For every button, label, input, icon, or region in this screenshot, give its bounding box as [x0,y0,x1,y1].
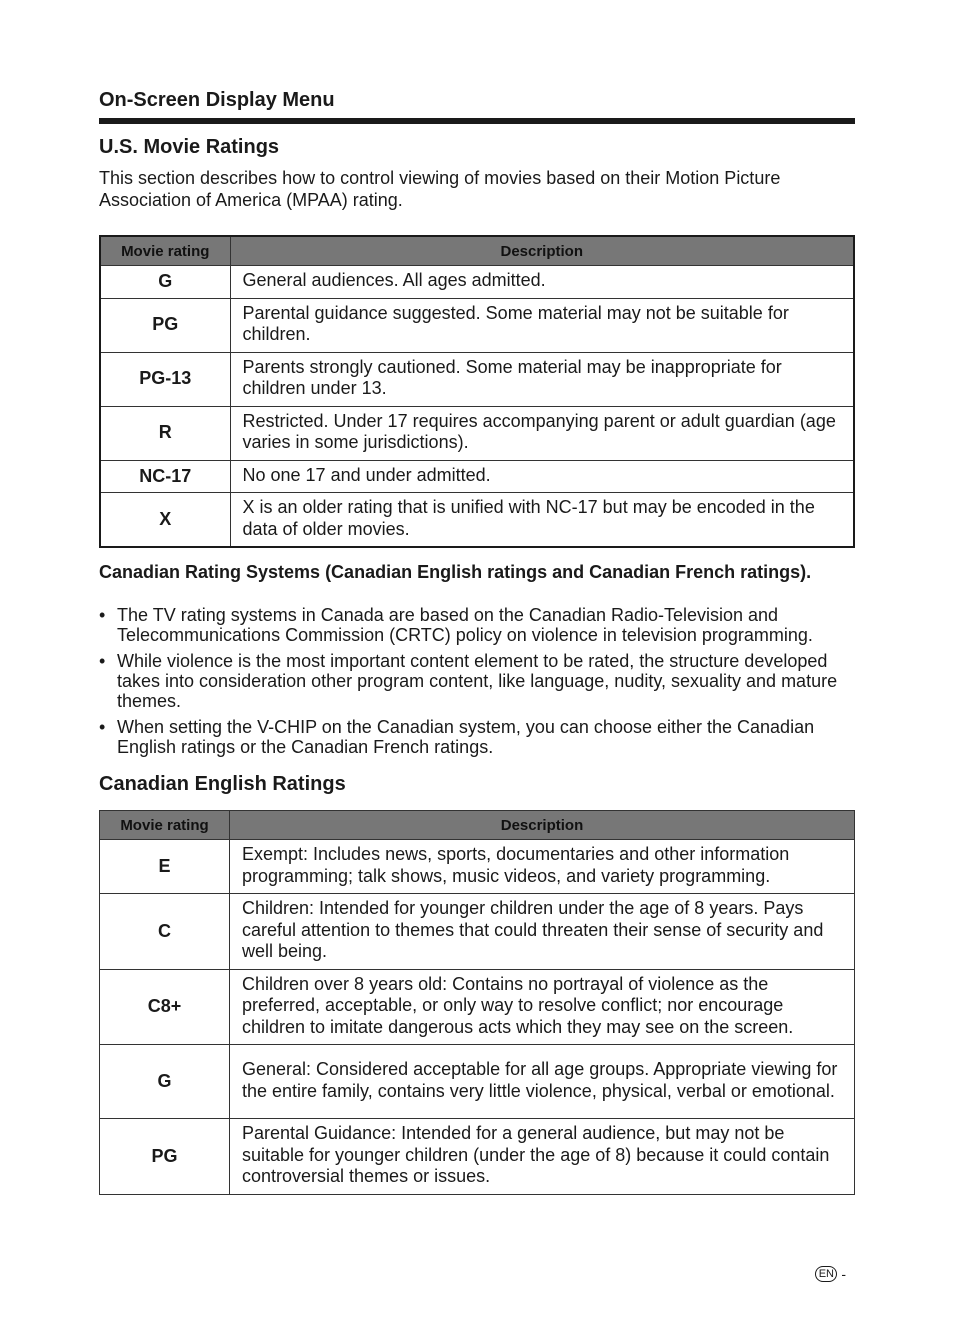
column-header-description: Description [230,811,855,840]
rating-cell: C [100,894,230,970]
rating-cell: C8+ [100,969,230,1045]
rating-cell: PG [100,1119,230,1195]
table-row [100,1045,855,1119]
us-ratings-title: U.S. Movie Ratings [99,136,280,158]
table-row [100,493,854,548]
rating-cell: X [100,493,230,548]
table-header-row [100,236,854,266]
table-row [100,1119,855,1195]
table-row [100,298,854,352]
description-cell: X is an older rating that is unified with NC-17 but may be encoded in the data of older movies. [230,493,854,548]
description-cell: Restricted. Under 17 requires accompanying parent or adult guardian (age varies in some jurisdictions). [230,406,854,460]
list-item [99,605,859,645]
rating-cell: PG-13 [100,352,230,406]
rating-cell: PG [100,298,230,352]
rating-cell: NC-17 [100,460,230,493]
description-cell: Exempt: Includes news, sports, documentaries and other information programming; talk shows, music videos, and variety programming. [230,840,855,894]
us-ratings-intro: This section describes how to control viewing of movies based on their Motion Picture Association of America (MPAA) rating. [99,168,781,210]
description-cell: Parental guidance suggested. Some material may not be suitable for children. [230,298,854,352]
bullet-text: While violence is the most important content element to be rated, the structure developed takes into consideration other program content, like language, nudity, sexuality and mature themes. [117,651,838,711]
table-row [100,266,854,299]
description-cell: General audiences. All ages admitted. [230,266,854,299]
rating-cell: R [100,406,230,460]
description-cell: No one 17 and under admitted. [230,460,854,493]
description-cell: General: Considered acceptable for all age groups. Appropriate viewing for the entire family, contains very little violence, physical, verbal or emotional. [230,1045,855,1119]
rating-cell: E [100,840,230,894]
description-cell: Parents strongly cautioned. Some material may be inappropriate for children under 13. [230,352,854,406]
page-footer [815,1266,846,1282]
bullet-text: When setting the V-CHIP on the Canadian system, you can choose either the Canadian English ratings or the Canadian French ratings. [117,717,815,757]
page-number-suffix: - [841,1266,846,1282]
table-row [100,406,854,460]
bullet-text: The TV rating systems in Canada are based on the Canadian Radio-Television and Telecommunications Commission (CRTC) policy on violence in television programming. [117,605,813,645]
column-header-description: Description [230,236,854,266]
description-cell: Children over 8 years old: Contains no portrayal of violence as the preferred, acceptable, or only way to resolve conflict; nor encourage children to imitate dangerous acts which they may see on the screen. [230,969,855,1045]
canadian-systems-bullets [99,605,859,763]
bullet-dot: • [99,605,106,625]
table-header-row [100,811,855,840]
bullet-dot: • [99,651,106,671]
rating-cell: G [100,1045,230,1119]
column-header-rating: Movie rating [100,811,230,840]
table-row [100,352,854,406]
canadian-english-title: Canadian English Ratings [99,773,346,795]
description-cell: Children: Intended for younger children under the age of 8 years. Pays careful attention to themes that could threaten their sense of security and well being. [230,894,855,970]
description-cell: Parental Guidance: Intended for a general audience, but may not be suitable for younger children (under the age of 8) because it could contain controversial themes or issues. [230,1119,855,1195]
canadian-english-table [99,810,855,1195]
bullet-dot: • [99,717,106,737]
table-row [100,894,855,970]
language-badge-icon: EN [815,1266,837,1282]
list-item [99,717,859,757]
table-row [100,840,855,894]
us-ratings-table [99,235,855,548]
section-header-title: On-Screen Display Menu [99,89,335,111]
table-row [100,460,854,493]
rating-cell: G [100,266,230,299]
canadian-systems-heading: Canadian Rating Systems (Canadian English ratings and Canadian French ratings). [99,562,812,582]
header-rule [99,118,855,124]
table-row [100,969,855,1045]
column-header-rating: Movie rating [100,236,230,266]
list-item [99,651,859,711]
